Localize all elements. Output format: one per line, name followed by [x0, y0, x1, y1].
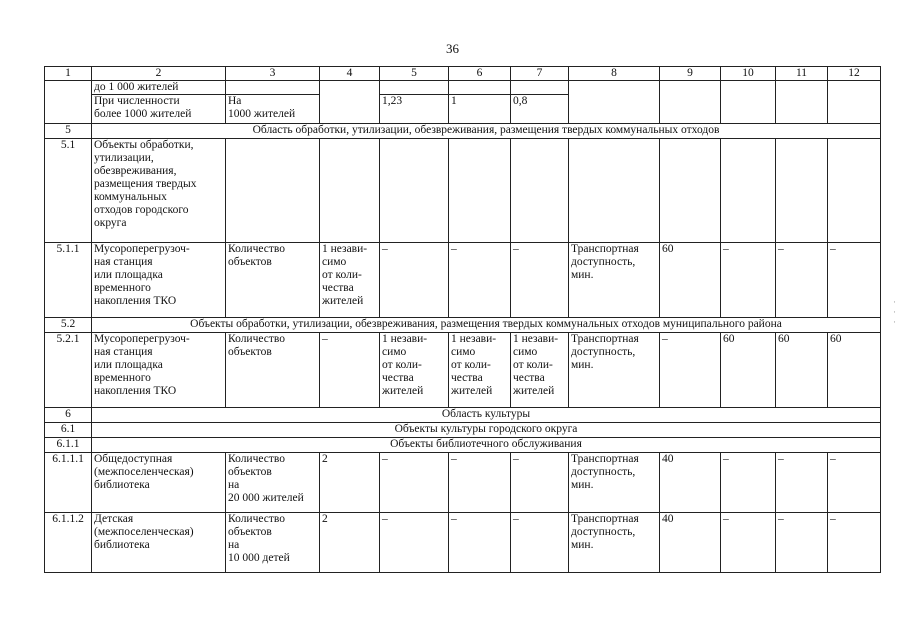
table-cell: Количество объектов: [226, 243, 320, 318]
table-cell: –: [776, 243, 828, 318]
row-number: 6.1.1.2: [45, 513, 92, 573]
table-cell: [721, 139, 776, 243]
table-cell: –: [380, 453, 449, 513]
table-cell: 40: [660, 453, 721, 513]
table-cell: Транспортная доступность, мин.: [569, 513, 660, 573]
table-cell: –: [511, 243, 569, 318]
section-number: 5.2: [45, 318, 92, 333]
section-number: 6: [45, 408, 92, 423]
table-cell: 1 незави- симо от коли- чества жителей: [380, 333, 449, 408]
table-cell: –: [511, 513, 569, 573]
section-number: 6.1: [45, 423, 92, 438]
table-cell: Количество объектов: [226, 333, 320, 408]
table-cell: [511, 139, 569, 243]
column-header-row: [45, 67, 881, 81]
table-cell: –: [449, 453, 511, 513]
section-title: Объекты библиотечного обслуживания: [92, 438, 881, 453]
table-cell: –: [721, 453, 776, 513]
column-header: 9: [660, 67, 721, 81]
row-number: 5.1.1: [45, 243, 92, 318]
table-cell: –: [721, 243, 776, 318]
table-cell: –: [776, 453, 828, 513]
table-cell: 1,23: [380, 95, 449, 124]
table-cell: 1: [449, 95, 511, 124]
table-cell: 1 незави- симо от коли- чества жителей: [511, 333, 569, 408]
table-cell: –: [320, 333, 380, 408]
table-cell: –: [828, 243, 881, 318]
table-cell: [320, 139, 380, 243]
norms-table: [44, 66, 881, 573]
table-cell: [380, 139, 449, 243]
table-cell: 60: [721, 333, 776, 408]
section-number: 6.1.1: [45, 438, 92, 453]
table-cell: до 1 000 жителей: [92, 81, 226, 95]
section-title: Область культуры: [92, 408, 881, 423]
table-cell: На 1000 жителей: [226, 95, 320, 124]
section-row: [45, 423, 881, 438]
table-cell: [226, 81, 320, 95]
column-header: 4: [320, 67, 380, 81]
section-row: [45, 124, 881, 139]
table-cell: [45, 81, 92, 124]
table-cell: [569, 81, 660, 124]
section-number: 5: [45, 124, 92, 139]
table-cell: 0,8: [511, 95, 569, 124]
table-cell: [721, 81, 776, 124]
table-cell: –: [660, 333, 721, 408]
table-cell: 60: [776, 333, 828, 408]
table-cell: Транспортная доступность, мин.: [569, 453, 660, 513]
table-cell: При численности более 1000 жителей: [92, 95, 226, 124]
table-cell: [320, 81, 380, 124]
column-header: 11: [776, 67, 828, 81]
table-cell: Транспортная доступность, мин.: [569, 333, 660, 408]
table-cell: Количество объектов на 20 000 жителей: [226, 453, 320, 513]
column-header: 1: [45, 67, 92, 81]
table-cell: [776, 139, 828, 243]
table-cell: [828, 139, 881, 243]
table-cell: –: [721, 513, 776, 573]
table-cell: [511, 81, 569, 95]
table-cell: –: [380, 513, 449, 573]
table-cell: Детская (межпоселенческая) библиотека: [92, 513, 226, 573]
table-cell: 40: [660, 513, 721, 573]
table-cell: [828, 81, 881, 124]
table-cell: 2: [320, 453, 380, 513]
column-header: 8: [569, 67, 660, 81]
table-cell: 60: [828, 333, 881, 408]
table-cell: –: [511, 453, 569, 513]
table-row: [45, 243, 881, 318]
table-cell: Количество объектов на 10 000 детей: [226, 513, 320, 573]
table-cell: [380, 81, 449, 95]
table-cell: –: [776, 513, 828, 573]
column-header: 6: [449, 67, 511, 81]
table-row: [45, 333, 881, 408]
column-header: 10: [721, 67, 776, 81]
column-header: 5: [380, 67, 449, 81]
table-cell: [660, 81, 721, 124]
table-cell: –: [449, 243, 511, 318]
table-cell: –: [828, 513, 881, 573]
table-cell: Транспортная доступность, мин.: [569, 243, 660, 318]
table-cell: –: [380, 243, 449, 318]
table-cell: Общедоступная (межпоселенческая) библиотека: [92, 453, 226, 513]
table-cell: –: [449, 513, 511, 573]
row-number: 6.1.1.1: [45, 453, 92, 513]
row-number: 5.2.1: [45, 333, 92, 408]
table-cell: [226, 139, 320, 243]
section-row: [45, 408, 881, 423]
table-row: [45, 513, 881, 573]
column-header: 12: [828, 67, 881, 81]
table-row: [45, 81, 881, 95]
table-row: [45, 453, 881, 513]
table-cell: 1 незави- симо от коли- чества жителей: [320, 243, 380, 318]
section-title: Объекты культуры городского округа: [92, 423, 881, 438]
scan-artifact: · · ·: [893, 297, 896, 327]
section-title: Область обработки, утилизации, обезвреживания, размещения твердых коммунальных отходов: [92, 124, 881, 139]
table-cell: Объекты обработки, утилизации, обезвреживания, размещения твердых коммунальных отходов городского округа: [92, 139, 226, 243]
section-row: [45, 318, 881, 333]
table-cell: [569, 139, 660, 243]
table-cell: 2: [320, 513, 380, 573]
column-header: 2: [92, 67, 226, 81]
column-header: 3: [226, 67, 320, 81]
table-cell: –: [828, 453, 881, 513]
table-row: [45, 139, 881, 243]
table-cell: [776, 81, 828, 124]
column-header: 7: [511, 67, 569, 81]
table-cell: [660, 139, 721, 243]
table-cell: 1 незави- симо от коли- чества жителей: [449, 333, 511, 408]
row-number: 5.1: [45, 139, 92, 243]
table-cell: 60: [660, 243, 721, 318]
section-title: Объекты обработки, утилизации, обезвреживания, размещения твердых коммунальных отходов муниципального района: [92, 318, 881, 333]
table-cell: [449, 81, 511, 95]
table-cell: [449, 139, 511, 243]
table-cell: Мусороперегрузоч- ная станция или площадка временного накопления ТКО: [92, 333, 226, 408]
table-cell: Мусороперегрузоч- ная станция или площадка временного накопления ТКО: [92, 243, 226, 318]
page-number: 36: [446, 41, 459, 56]
section-row: [45, 438, 881, 453]
